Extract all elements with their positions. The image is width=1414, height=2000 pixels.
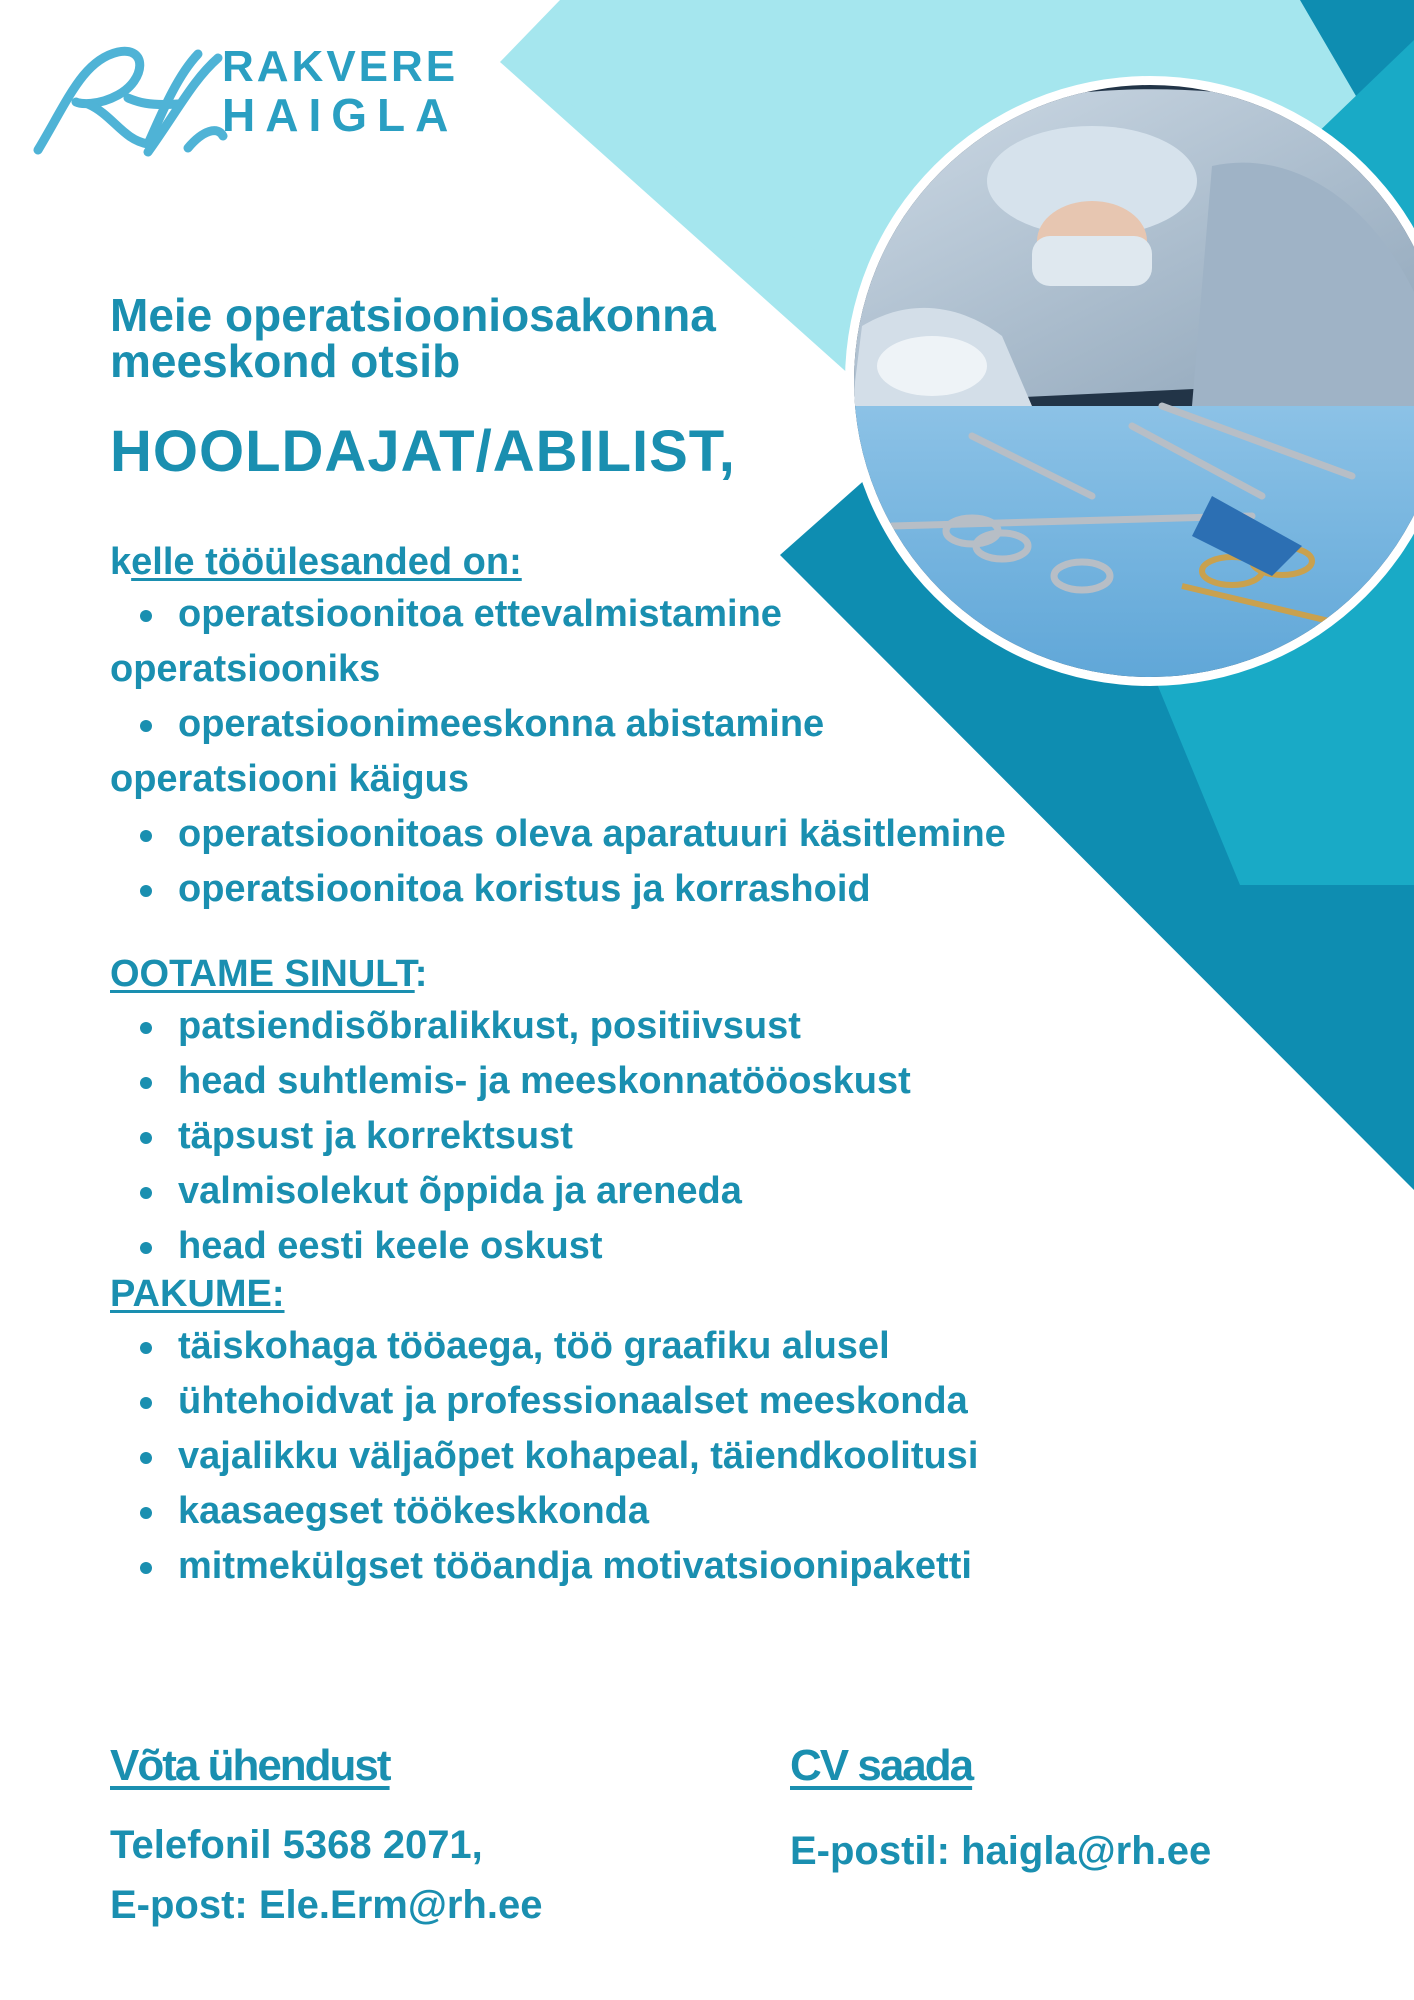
tasks-heading-rest: elle tööülesanded on:	[131, 541, 522, 583]
list-item: operatsioonitoa koristus ja korrashoid	[110, 862, 1006, 917]
expect-heading-text: OOTAME SINULT	[110, 953, 415, 995]
offer-heading: PAKUME:	[110, 1273, 285, 1315]
contact-heading: Võta ühendust	[110, 1741, 390, 1790]
list-item: operatsioonitoa ettevalmistamine	[110, 587, 1006, 642]
list-item: täpsust ja korrektsust	[110, 1109, 911, 1164]
list-item: kaasaegset töökeskkonda	[110, 1484, 978, 1539]
contact-phone: Telefonil 5368 2071,	[110, 1823, 483, 1867]
tasks-section	[110, 537, 1006, 917]
tasks-heading-first-letter: k	[110, 541, 132, 583]
contact-email[interactable]: E-post: Ele.Erm@rh.ee	[110, 1883, 543, 1927]
offer-list	[110, 1319, 978, 1594]
list-item: täiskohaga tööaega, töö graafiku alusel	[110, 1319, 978, 1374]
list-item: head eesti keele oskust	[110, 1219, 911, 1274]
contact-details	[110, 1815, 542, 1935]
expect-section	[110, 949, 911, 1274]
tasks-list-part2	[110, 697, 1006, 752]
tasks-list	[110, 587, 1006, 642]
list-item: operatsioonimeeskonna abistamine	[110, 697, 1006, 752]
expect-heading-colon: :	[414, 953, 428, 995]
list-item: mitmekülgset tööandja motivatsioonipaketti	[110, 1539, 978, 1594]
expect-heading	[110, 949, 911, 999]
position-title: HOOLDAJAT/ABILIST,	[110, 419, 736, 484]
tasks-heading	[110, 537, 1006, 587]
list-item: vajalikku väljaõpet kohapeal, täiendkoolitusi	[110, 1429, 978, 1484]
cv-heading: CV saada	[790, 1741, 973, 1790]
headline-line1: Meie operatsiooniosakonna	[110, 289, 716, 341]
list-item: ühtehoidvat ja professionaalset meeskonda	[110, 1374, 978, 1429]
logo-wordmark	[222, 44, 458, 140]
logo-name-line2: HAIGLA	[222, 89, 459, 141]
cv-email[interactable]: E-postil: haigla@rh.ee	[790, 1829, 1212, 1873]
headline	[110, 289, 716, 387]
list-item: head suhtlemis- ja meeskonnatööoskust	[110, 1054, 911, 1109]
headline-line2: meeskond otsib	[110, 335, 461, 387]
list-item-continuation: operatsiooni käigus	[110, 758, 469, 800]
tasks-list-part3	[110, 807, 1006, 917]
list-item-continuation: operatsiooniks	[110, 648, 381, 690]
expect-list	[110, 999, 911, 1274]
list-item: valmisolekut õppida ja areneda	[110, 1164, 911, 1219]
offer-section	[110, 1269, 978, 1594]
logo-name-line1: RAKVERE	[222, 42, 459, 91]
list-item: operatsioonitoas oleva aparatuuri käsitlemine	[110, 807, 1006, 862]
list-item: patsiendisõbralikkust, positiivsust	[110, 999, 911, 1054]
